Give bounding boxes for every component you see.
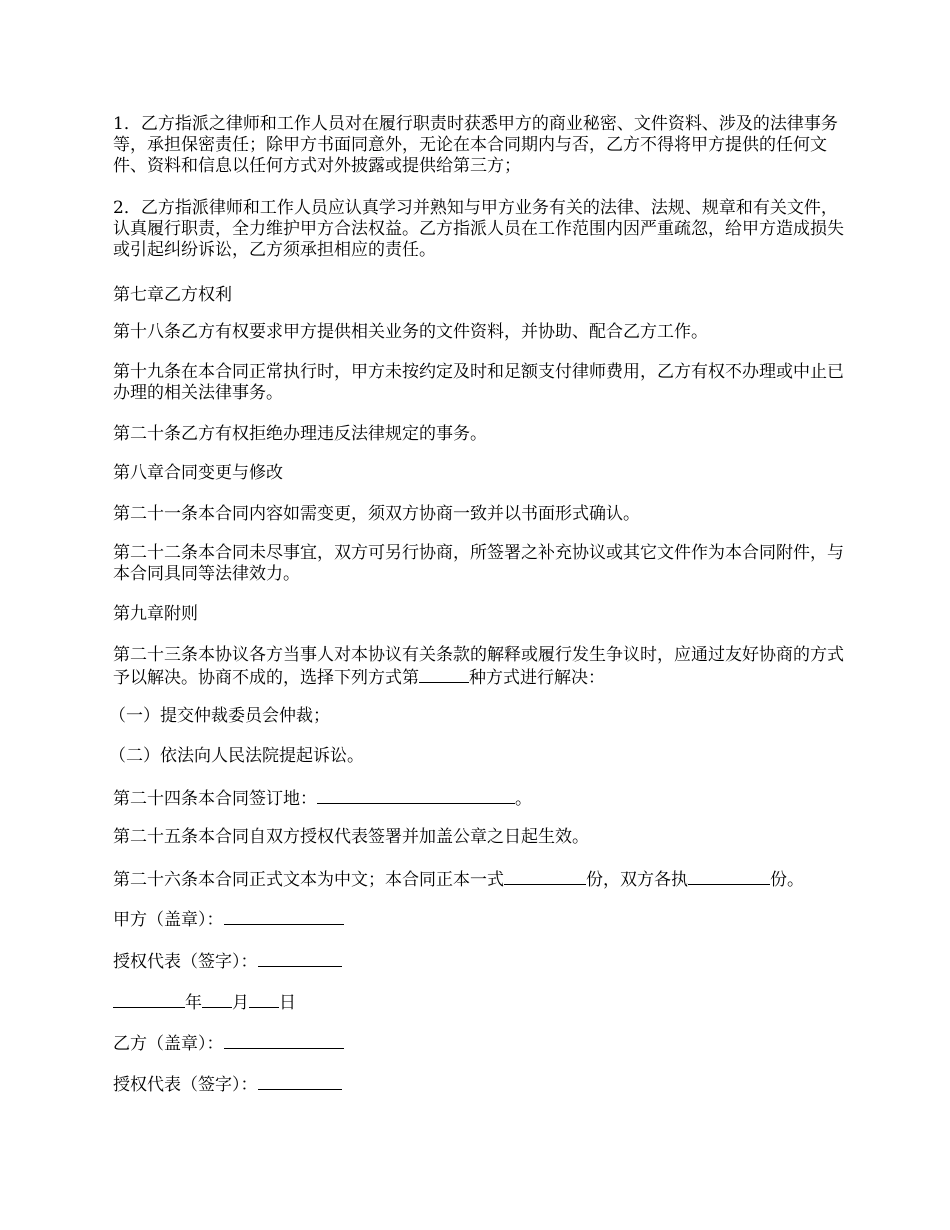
party-a-rep-label: 授权代表（签字）：	[113, 952, 258, 972]
article-23-text: 第二十三条本协议各方当事人对本协议有关条款的解释或履行发生争议时，应通过友好协商的方式予以解决。协商不成的，选择下列方式第	[113, 645, 844, 688]
party-b-rep-line	[113, 1073, 853, 1096]
chapter-8-heading: 第八章合同变更与修改	[113, 463, 283, 483]
article-19: 第十九条在本合同正常执行时，甲方未按约定及时和足额支付律师费用，乙方有权不办理或中止已办理的相关法律事务。	[113, 362, 844, 403]
party-a-rep-line	[113, 950, 853, 973]
article-21: 第二十一条本合同内容如需变更，须双方协商一致并以书面形式确认。	[113, 504, 640, 524]
article-23-text-end: 种方式进行解决：	[469, 668, 605, 688]
article-23	[113, 645, 853, 689]
party-b-seal-line	[113, 1032, 853, 1055]
article-25: 第二十五条本合同自双方授权代表签署并加盖公章之日起生效。	[113, 827, 589, 847]
year-blank[interactable]	[113, 991, 185, 1008]
party-a-seal-label: 甲方（盖章）：	[113, 910, 224, 930]
chapter-7-heading: 第七章乙方权利	[113, 285, 232, 305]
article-26-mid: 份，双方各执	[586, 870, 688, 890]
signing-place-blank[interactable]	[317, 787, 515, 804]
party-b-seal-label: 乙方（盖章）：	[113, 1034, 224, 1054]
party-a-seal-blank[interactable]	[224, 908, 344, 925]
article-22: 第二十二条本合同未尽事宜，双方可另行协商，所签署之补充协议或其它文件作为本合同附件，与本合同具同等法律效力。	[113, 543, 844, 584]
party-b-rep-blank[interactable]	[258, 1073, 342, 1090]
article-26	[113, 868, 853, 891]
article-24	[113, 787, 853, 810]
month-label: 月	[232, 993, 249, 1013]
day-blank[interactable]	[249, 991, 279, 1008]
clause-1: 1．乙方指派之律师和工作人员对在履行职责时获悉甲方的商业秘密、文件资料、涉及的法律事务等，承担保密责任；除甲方书面同意外，无论在本合同期内与否，乙方不得将甲方提供的任何文件、资料和信息以任何方式对外披露或提供给第三方；	[113, 114, 838, 176]
party-a-seal-line	[113, 908, 853, 931]
month-blank[interactable]	[202, 991, 232, 1008]
chapter-9-heading: 第九章附则	[113, 604, 198, 624]
article-26-end: 份。	[770, 870, 804, 890]
article-20: 第二十条乙方有权拒绝办理违反法律规定的事务。	[113, 424, 487, 444]
article-18: 第十八条乙方有权要求甲方提供相关业务的文件资料，并协助、配合乙方工作。	[113, 322, 708, 342]
method-number-blank[interactable]	[419, 666, 469, 683]
day-label: 日	[279, 993, 296, 1013]
copies-each-blank[interactable]	[688, 868, 770, 885]
article-26-text: 第二十六条本合同正式文本为中文；本合同正本一式	[113, 870, 504, 890]
copies-total-blank[interactable]	[504, 868, 586, 885]
date-line	[113, 991, 853, 1014]
clause-2: 2．乙方指派律师和工作人员应认真学习并熟知与甲方业务有关的法律、法规、规章和有关文件，认真履行职责，全力维护甲方合法权益。乙方指派人员在工作范围内因严重疏忽，给甲方造成损失或引起纠纷诉讼，乙方须承担相应的责任。	[113, 198, 844, 260]
party-a-rep-blank[interactable]	[258, 950, 342, 967]
party-b-seal-blank[interactable]	[224, 1032, 344, 1049]
article-24-text: 第二十四条本合同签订地：	[113, 789, 317, 809]
option-arbitration: （一）提交仲裁委员会仲裁；	[109, 706, 330, 726]
year-label: 年	[185, 993, 202, 1013]
party-b-rep-label: 授权代表（签字）：	[113, 1075, 258, 1095]
article-24-end: 。	[515, 789, 532, 809]
option-litigation: （二）依法向人民法院提起诉讼。	[109, 746, 364, 766]
